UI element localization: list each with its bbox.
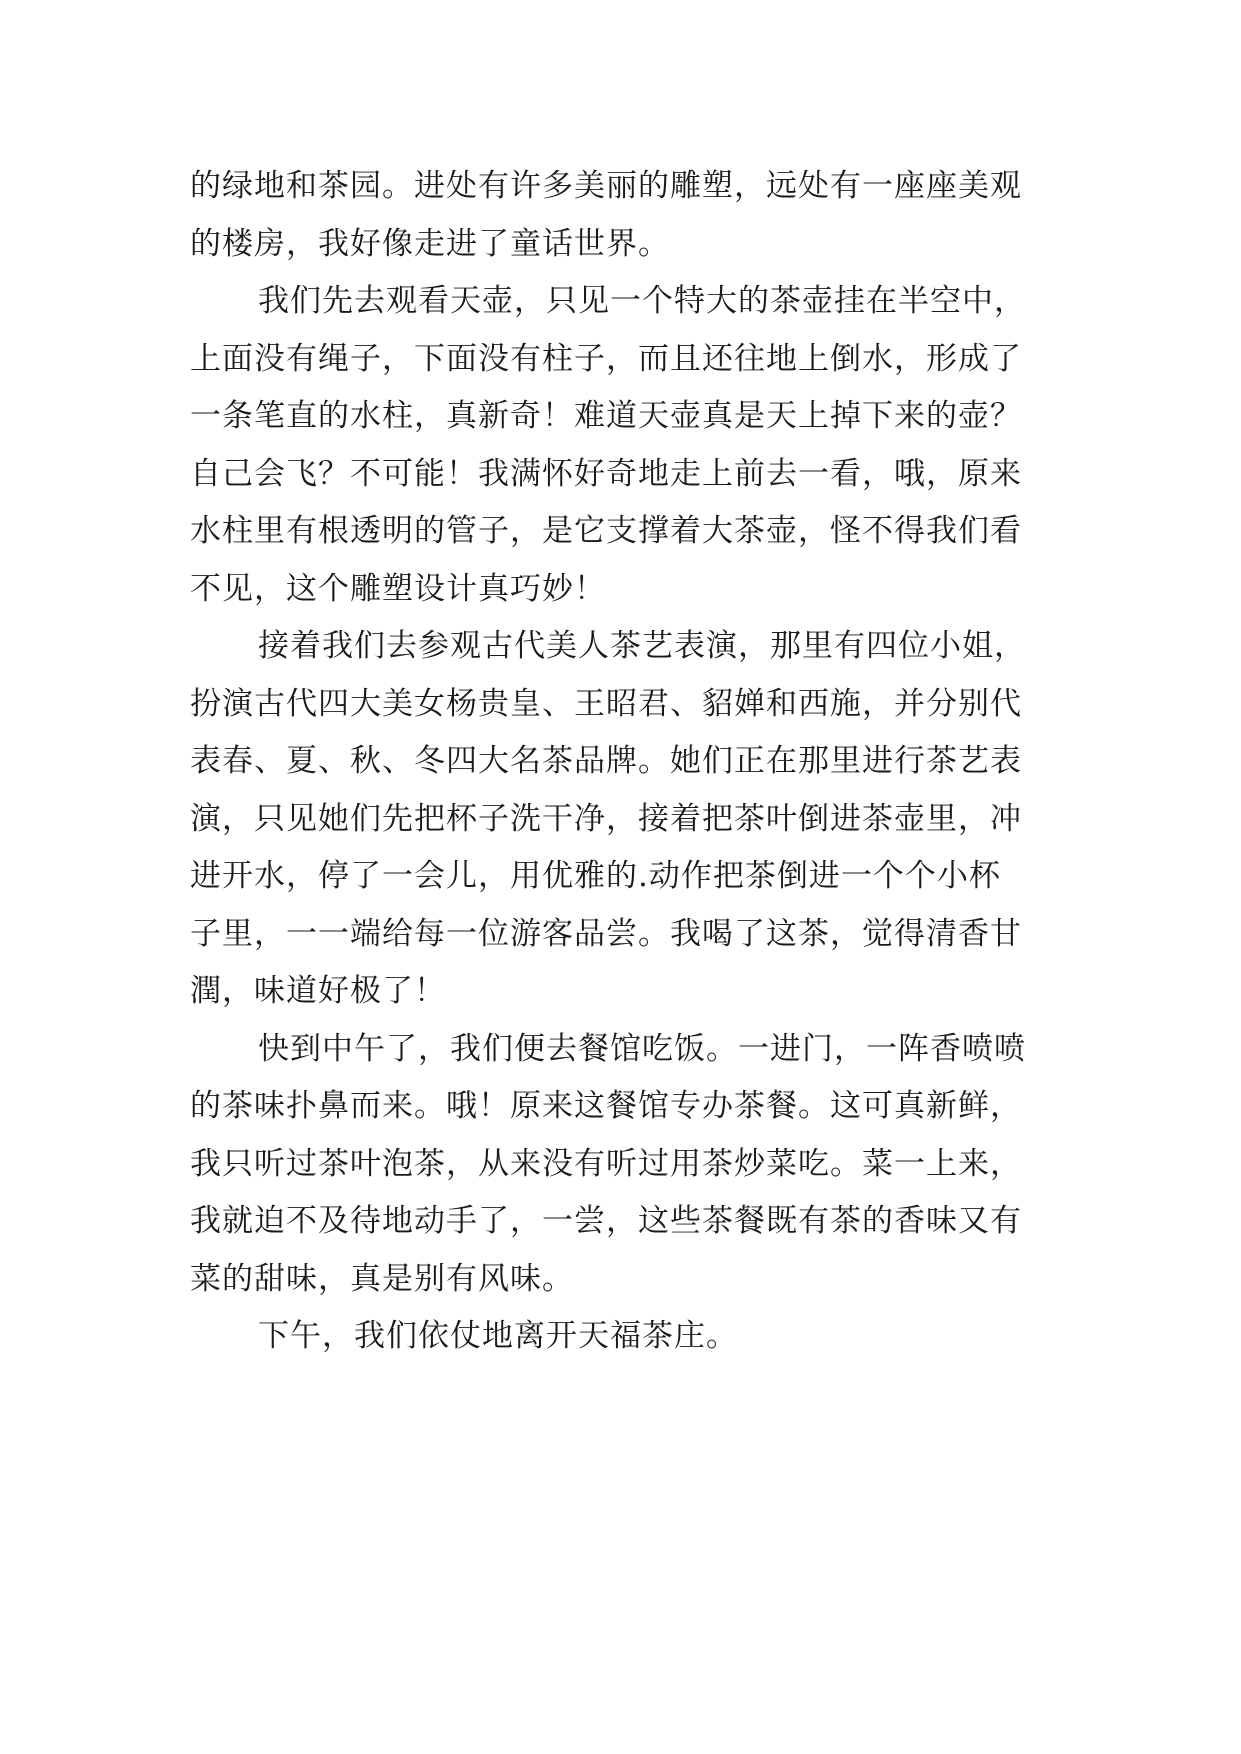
paragraph [190, 618, 1070, 1021]
text-line: 表春、夏、秋、冬四大名茶品牌。她们正在那里进行茶艺表 [190, 743, 1022, 779]
text-line: 我就迫不及待地动手了，一尝，这些茶餐既有茶的香味又有 [190, 1203, 1022, 1239]
text-line: 演，只见她们先把杯子洗干净，接着把茶叶倒进茶壶里，冲 [190, 800, 1022, 837]
text-line: 的茶味扑鼻而来。哦！原来这餐馆专办茶餐。这可真新鲜， [190, 1088, 1022, 1124]
text-line: 子里，一一端给每一位游客品尝。我喝了这茶，觉得清香甘 [190, 915, 1022, 952]
text-line: 潤，味道好极了！ [190, 973, 446, 1009]
paragraph [190, 1308, 1070, 1366]
text-line: 一条笔直的水柱，真新奇！难道天壶真是天上掉下来的壶？ [190, 398, 1022, 434]
text-line: 下午，我们依仗地离开天福茶庄。 [258, 1318, 738, 1354]
text-line: 水柱里有根透明的管子，是它支撑着大茶壶，怪不得我们看 [190, 513, 1022, 549]
text-line: 不见，这个雕塑设计真巧妙！ [190, 570, 606, 607]
document-body [190, 158, 1070, 1366]
text-line: 扮演古代四大美女杨贵皇、王昭君、貂婵和西施，并分别代 [190, 685, 1022, 722]
text-line: 的绿地和茶园。进处有许多美丽的雕塑，远处有一座座美观 [190, 168, 1022, 204]
text-line: 我只听过茶叶泡茶，从来没有听过用茶炒菜吃。菜一上来， [190, 1145, 1022, 1182]
text-line: 我们先去观看天壶，只见一个特大的茶壶挂在半空中， [258, 283, 1026, 319]
paragraph [190, 1021, 1070, 1309]
text-line: 上面没有绳子，下面没有柱子，而且还往地上倒水，形成了 [190, 340, 1022, 377]
text-line: 自己会飞？不可能！我满怀好奇地走上前去一看，哦，原来 [190, 455, 1022, 492]
text-line: 的楼房，我好像走进了童话世界。 [190, 225, 670, 262]
text-line: 接着我们去参观古代美人茶艺表演，那里有四位小姐， [258, 628, 1026, 664]
text-line: 进开水，停了一会儿，用优雅的.动作把茶倒进一个个小杯 [190, 858, 1001, 894]
text-line: 菜的甜味，真是别有风味。 [190, 1260, 574, 1297]
paragraph [190, 273, 1070, 618]
paragraph [190, 158, 1070, 273]
text-line: 快到中午了，我们便去餐馆吃饭。一进门，一阵香喷喷 [258, 1030, 1026, 1067]
